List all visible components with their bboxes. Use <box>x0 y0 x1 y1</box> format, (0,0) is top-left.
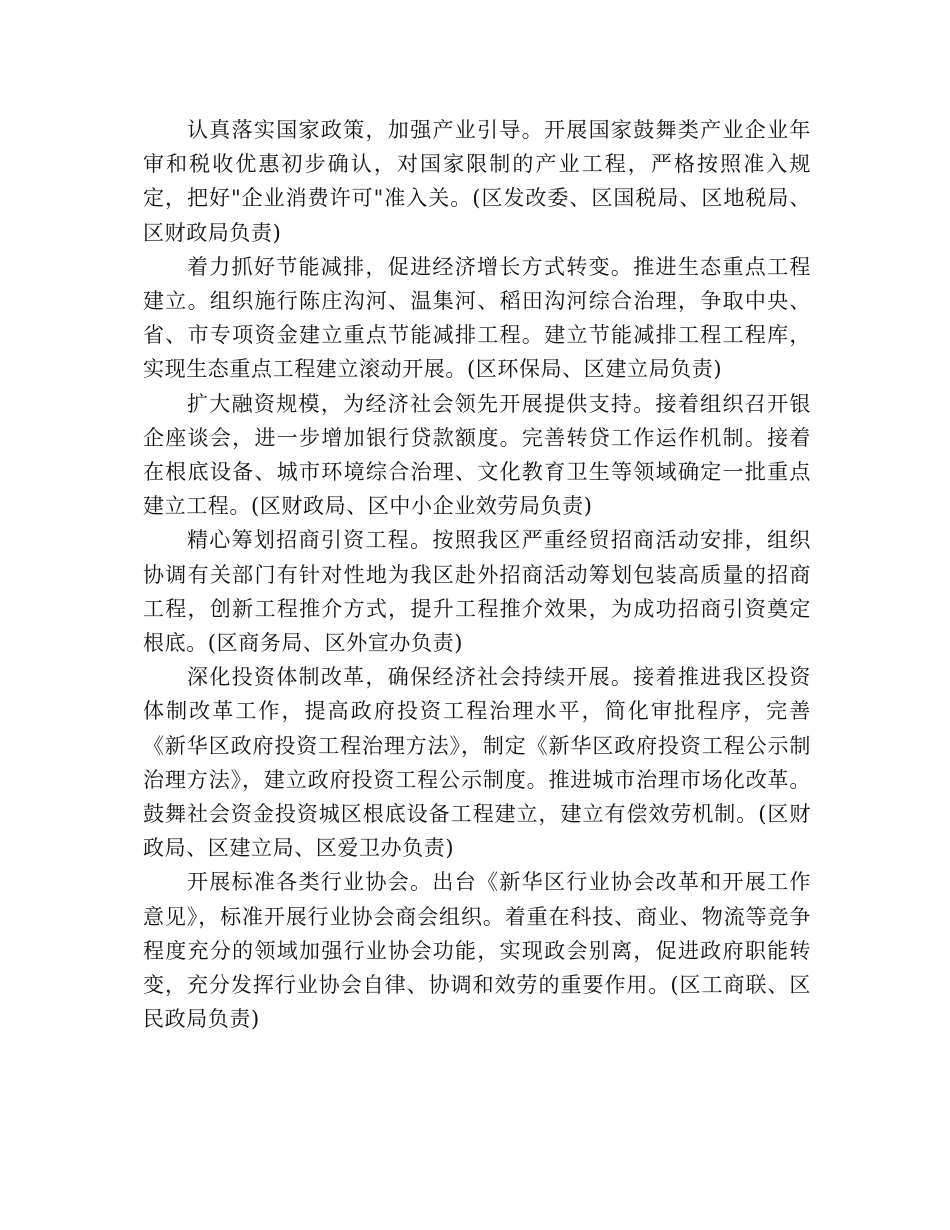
paragraph-industry-associations: 开展标准各类行业协会。出台《新华区行业协会改革和开展工作意见》，标准开展行业协会商会组织。着重在科技、商业、物流等竞争程度充分的领域加强行业协会功能，实现政会别离，促进政府职能转变，充分发挥行业协会自律、协调和效劳的重要作用。(区工商联、区民政局负责) <box>143 870 811 1032</box>
paragraph-financing: 扩大融资规模，为经济社会领先开展提供支持。接着组织召开银企座谈会，进一步增加银行贷款额度。完善转贷工作运作机制。接着在根底设备、城市环境综合治理、文化教育卫生等领域确定一批重点建立工程。(区财政局、区中小企业效劳局负责) <box>143 391 811 519</box>
paragraph-investment-promotion: 精心筹划招商引资工程。按照我区严重经贸招商活动安排，组织协调有关部门有针对性地为我区赴外招商活动筹划包装高质量的招商工程，创新工程推介方式，提升工程推介效果，为成功招商引资奠定根底。(区商务局、区外宣办负责) <box>143 528 811 656</box>
document-body <box>143 113 811 1036</box>
paragraph-energy-saving: 着力抓好节能减排，促进经济增长方式转变。推进生态重点工程建立。组织施行陈庄沟河、温集河、稻田沟河综合治理，争取中央、省、市专项资金建立重点节能减排工程。建立节能减排工程工程库，实现生态重点工程建立滚动开展。(区环保局、区建立局负责) <box>143 254 811 382</box>
paragraph-industry-guidance: 认真落实国家政策，加强产业引导。开展国家鼓舞类产业企业年审和税收优惠初步确认，对国家限制的产业工程，严格按照准入规定，把好"企业消费许可"准入关。(区发改委、区国税局、区地税局、区财政局负责) <box>143 118 811 245</box>
paragraph-investment-reform: 深化投资体制改革，确保经济社会持续开展。接着推进我区投资体制改革工作，提高政府投资工程治理水平，简化审批程序，完善《新华区政府投资工程治理方法》，制定《新华区政府投资工程公示制治理方法》，建立政府投资工程公示制度。推进城市治理市场化改革。鼓舞社会资金投资城区根底设备工程建立，建立有偿效劳机制。(区财政局、区建立局、区爱卫办负责) <box>143 665 811 861</box>
